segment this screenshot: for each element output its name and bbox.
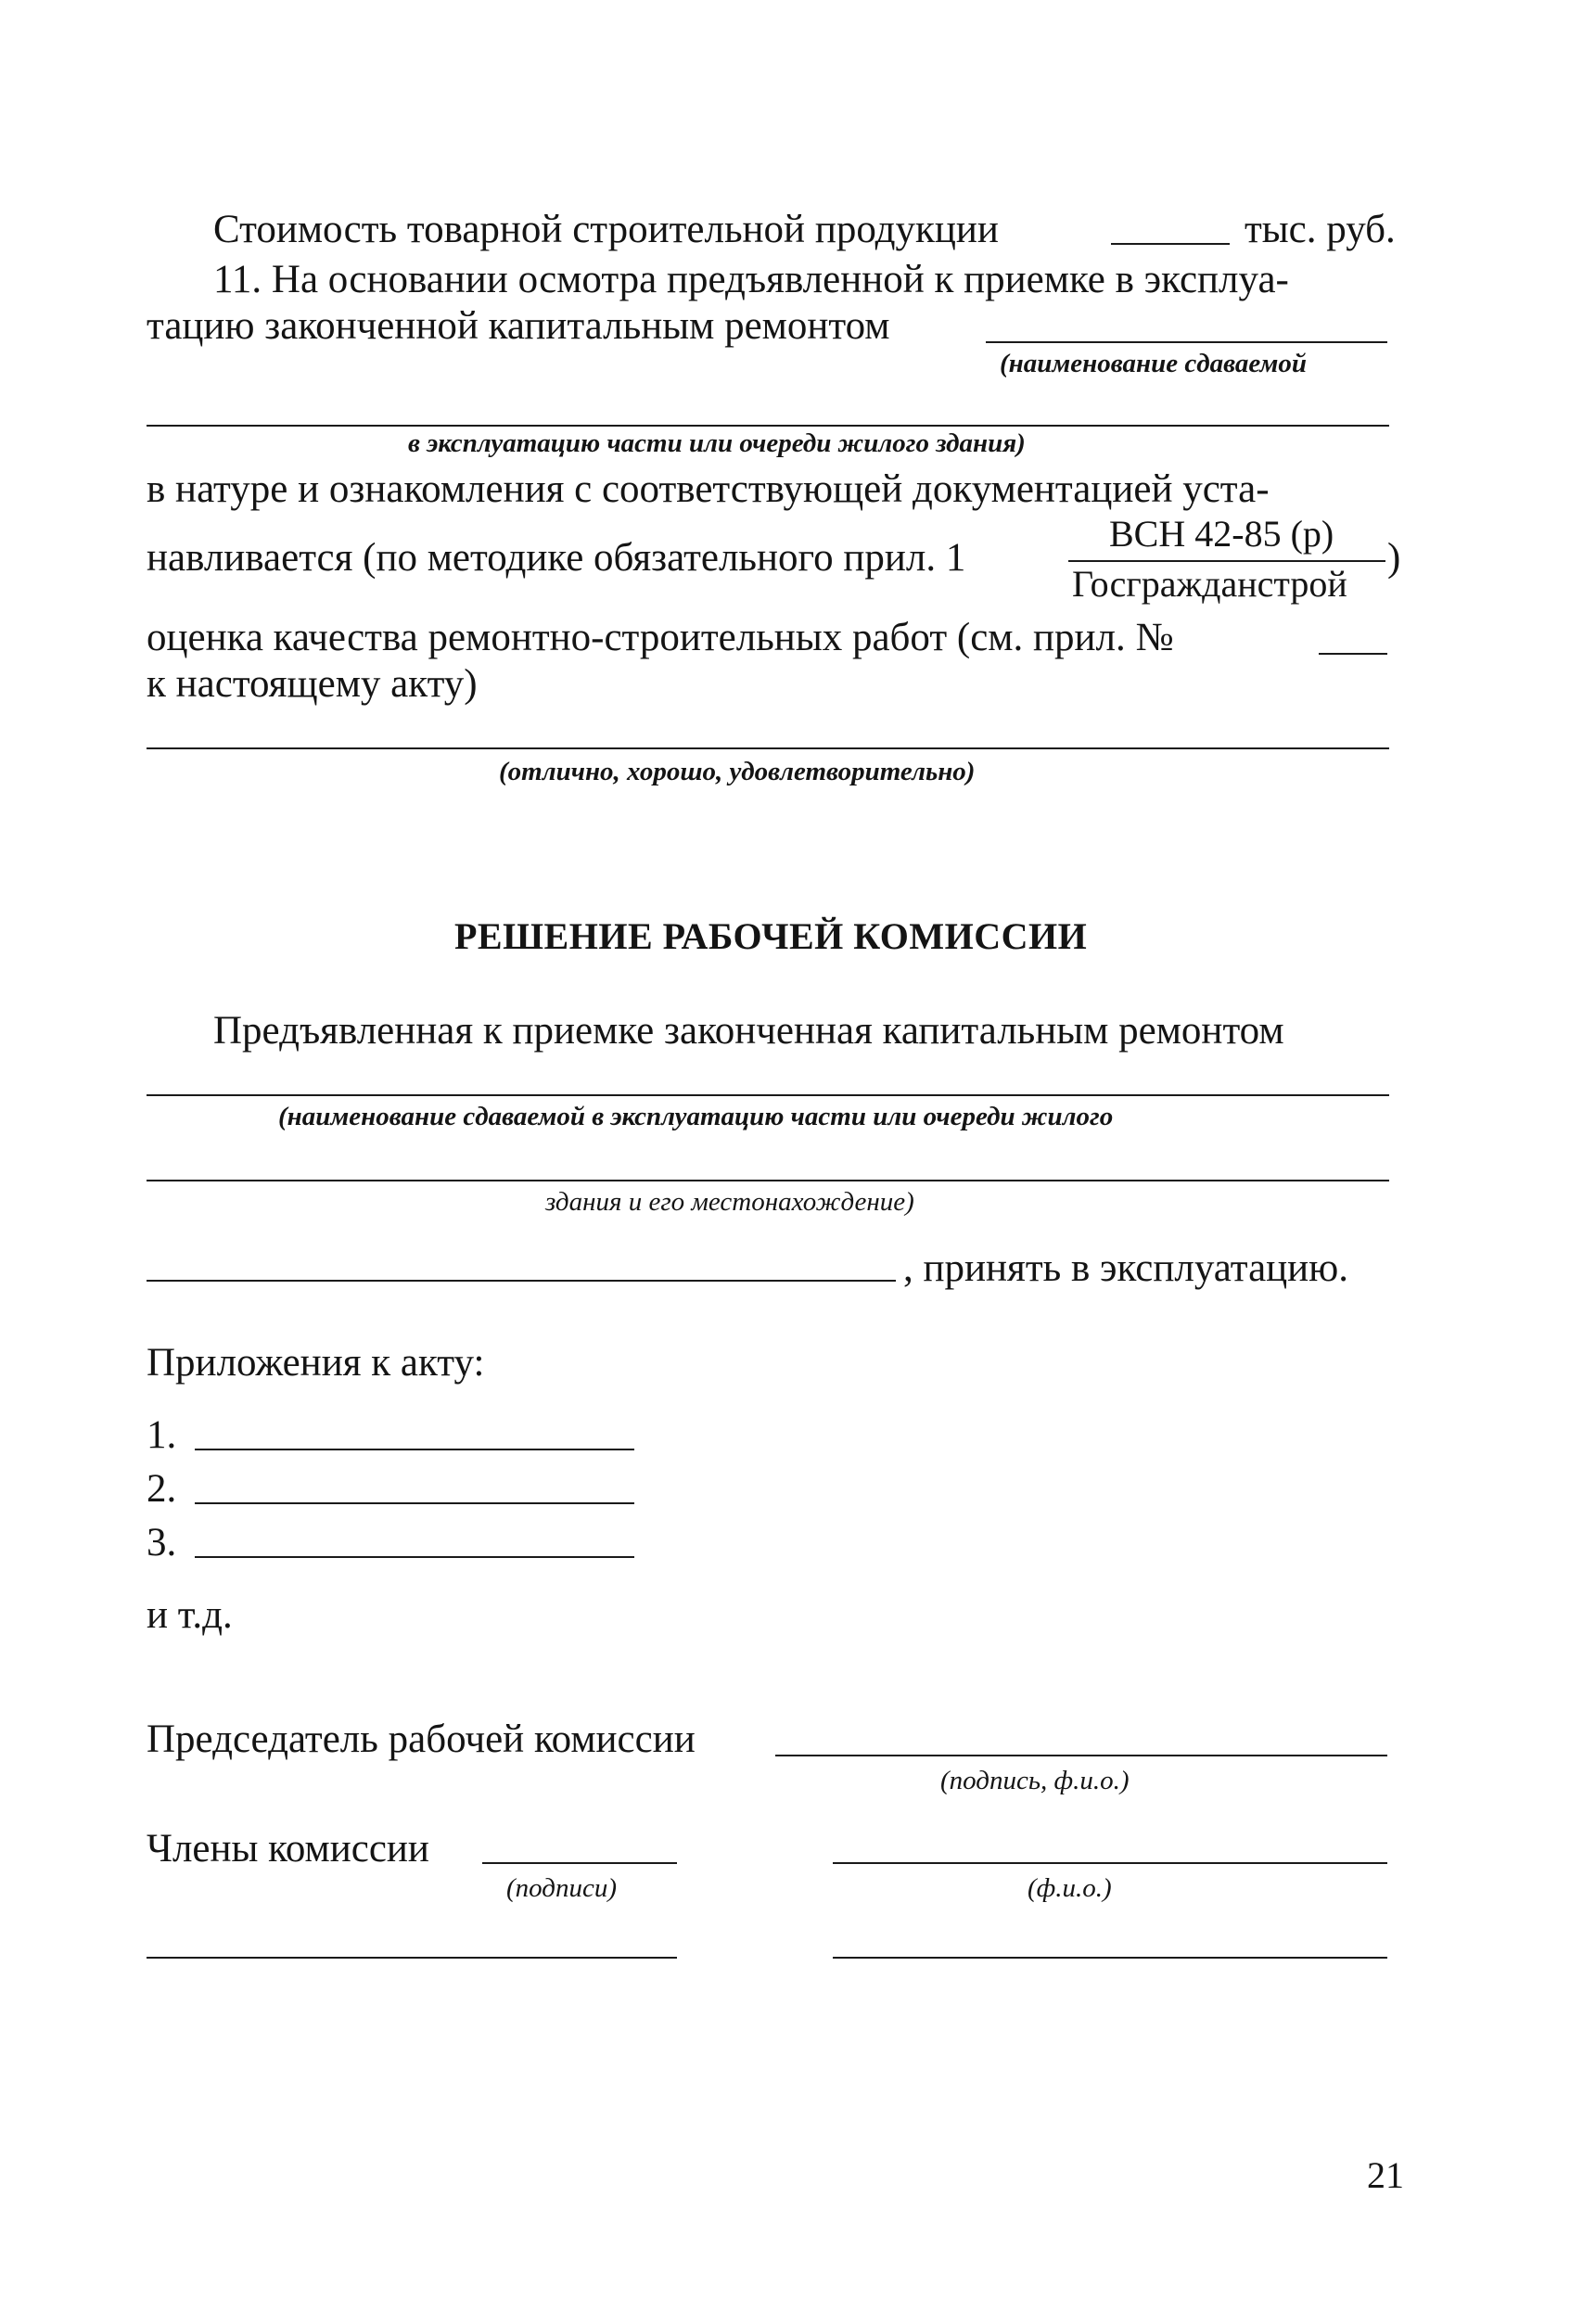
- object-name-line[interactable]: [986, 341, 1387, 343]
- attachment-item-3-line[interactable]: [195, 1556, 634, 1558]
- decision-caption1: (наименование сдаваемой в эксплуатацию части или очереди жилого: [278, 1102, 1114, 1131]
- fraction-denominator: Госгражданстрой: [1072, 563, 1347, 605]
- fraction-numerator: ВСН 42-85 (р): [1109, 513, 1334, 555]
- attachment-item-1-label: 1.: [147, 1413, 177, 1457]
- section11-line4-start: навливается (по методике обязательного прил. 1: [147, 536, 966, 580]
- decision-line1: Предъявленная к приемке законченная капитальным ремонтом: [213, 1009, 1284, 1053]
- object-name-line-2[interactable]: [147, 425, 1389, 427]
- attachments-etc: и т.д.: [147, 1593, 233, 1637]
- page-number: 21: [1367, 2154, 1404, 2196]
- chairman-caption: (подпись, ф.и.о.): [940, 1766, 1130, 1795]
- caption-grade: (отлично, хорошо, удовлетворительно): [499, 757, 976, 786]
- attachments-title: Приложения к акту:: [147, 1341, 485, 1385]
- cost-unit: тыс. руб.: [1245, 208, 1396, 251]
- cost-label: Стоимость товарной строительной продукции: [213, 208, 999, 251]
- attachment-item-3-label: 3.: [147, 1521, 177, 1564]
- attachment-item-2-line[interactable]: [195, 1502, 634, 1504]
- caption-object-name-a: (наименование сдаваемой: [1000, 349, 1307, 378]
- decision-caption2: здания и его местонахождение): [545, 1187, 914, 1217]
- section11-line5: оценка качества ремонтно-строительных работ (см. прил. №: [147, 616, 1174, 659]
- members-caption-sign: (подписи): [506, 1873, 617, 1903]
- members-caption-name: (ф.и.о.): [1028, 1873, 1112, 1903]
- appendix-number-line[interactable]: [1319, 653, 1387, 655]
- members-signature-line-2[interactable]: [147, 1957, 677, 1959]
- decision-object-line-3[interactable]: [147, 1280, 896, 1282]
- accept-text: , принять в эксплуатацию.: [903, 1246, 1349, 1290]
- members-signature-line-1[interactable]: [482, 1862, 677, 1864]
- section11-line4-end: ): [1387, 536, 1401, 580]
- members-name-line-2[interactable]: [833, 1957, 1387, 1959]
- section11-line1: 11. На основании осмотра предъявленной к приемке в эксплуа-: [213, 258, 1289, 301]
- members-name-line-1[interactable]: [833, 1862, 1387, 1864]
- caption-object-name-b: в эксплуатацию части или очереди жилого здания): [408, 428, 1026, 458]
- cost-value-line[interactable]: [1111, 243, 1230, 245]
- chairman-label: Председатель рабочей комиссии: [147, 1717, 696, 1761]
- decision-object-line-1[interactable]: [147, 1094, 1389, 1096]
- decision-object-line-2[interactable]: [147, 1180, 1389, 1181]
- attachment-item-1-line[interactable]: [195, 1449, 634, 1450]
- attachment-item-2-label: 2.: [147, 1467, 177, 1511]
- decision-heading: РЕШЕНИЕ РАБОЧЕЙ КОМИССИИ: [454, 915, 1088, 957]
- chairman-signature-line[interactable]: [775, 1755, 1387, 1756]
- members-label: Члены комиссии: [147, 1827, 429, 1871]
- fraction-bar: [1068, 560, 1385, 562]
- grade-line[interactable]: [147, 747, 1389, 749]
- section11-line3: в натуре и ознакомления с соответствующей документацией уста-: [147, 467, 1270, 511]
- section11-line2: тацию законченной капитальным ремонтом: [147, 304, 890, 348]
- section11-line6: к настоящему акту): [147, 662, 478, 706]
